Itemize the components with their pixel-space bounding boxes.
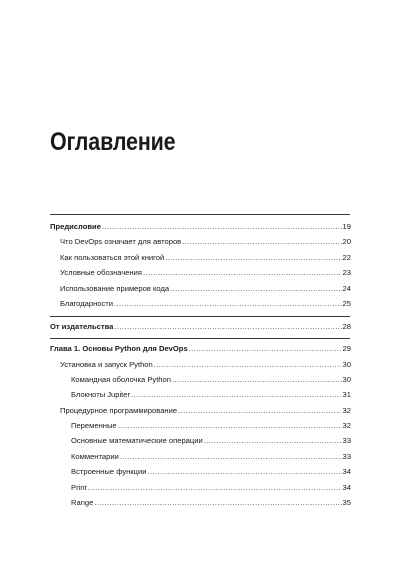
toc-section-entry[interactable] bbox=[50, 433, 351, 448]
toc-entry-label: Переменные bbox=[71, 421, 117, 431]
toc-chapter-entry[interactable] bbox=[50, 341, 351, 356]
toc-page-number: 19 bbox=[342, 222, 351, 231]
toc-dot-leader bbox=[148, 464, 342, 479]
toc-dot-leader bbox=[114, 319, 341, 334]
toc-page-number: 20 bbox=[342, 237, 351, 247]
toc-entry-label: Встроенные функции bbox=[71, 467, 147, 477]
toc-section-entry[interactable] bbox=[50, 234, 351, 249]
toc-page-number: 34 bbox=[342, 482, 351, 492]
toc-chapter-entry[interactable] bbox=[50, 319, 351, 334]
toc-page-number: 31 bbox=[342, 390, 351, 400]
toc-page-number: 33 bbox=[342, 451, 351, 461]
toc-dot-leader bbox=[118, 418, 342, 433]
toc-entry-label: Процедурное программирование bbox=[60, 405, 178, 415]
toc-section-entry[interactable] bbox=[50, 250, 351, 265]
toc-section-entry[interactable] bbox=[50, 387, 351, 402]
toc-page-number: 25 bbox=[342, 298, 351, 308]
toc-page-number: 23 bbox=[342, 268, 351, 278]
toc-entry-label: Использование примеров кода bbox=[60, 283, 170, 293]
toc-entry-label: Что DevOps означает для авторов bbox=[60, 237, 182, 247]
toc-dot-leader bbox=[88, 480, 342, 495]
toc-section-entry[interactable] bbox=[50, 480, 351, 495]
table-of-contents bbox=[50, 219, 351, 510]
toc-entry-label: Print bbox=[71, 482, 87, 492]
toc-section-entry[interactable] bbox=[50, 403, 351, 418]
toc-entry-label: Комментарии bbox=[71, 451, 119, 461]
toc-dot-leader bbox=[120, 449, 342, 464]
toc-section-entry[interactable] bbox=[50, 281, 351, 296]
toc-section-entry[interactable] bbox=[50, 357, 351, 372]
toc-entry-label: От издательства bbox=[50, 321, 114, 331]
toc-section-entry[interactable] bbox=[50, 372, 351, 387]
toc-dot-leader bbox=[131, 387, 341, 402]
toc-entry-label: Основные математические операции bbox=[71, 436, 203, 446]
toc-section-entry[interactable] bbox=[50, 418, 351, 433]
toc-dot-leader bbox=[182, 234, 341, 249]
toc-entry-label: Блокноты Jupiter bbox=[71, 390, 131, 400]
toc-dot-leader bbox=[114, 296, 342, 311]
toc-dot-leader bbox=[178, 403, 341, 418]
toc-entry-label: Предисловие bbox=[50, 222, 101, 231]
toc-section-entry[interactable] bbox=[50, 449, 351, 464]
toc-page-number: 34 bbox=[342, 467, 351, 477]
toc-dot-leader bbox=[170, 281, 341, 296]
toc-page-number: 28 bbox=[342, 321, 351, 331]
toc-dot-leader bbox=[154, 357, 342, 372]
toc-page-number: 30 bbox=[342, 374, 351, 384]
toc-entry-label: Установка и запуск Python bbox=[60, 359, 153, 369]
toc-dot-leader bbox=[102, 219, 342, 234]
toc-entry-label: Благодарности bbox=[60, 298, 114, 308]
toc-section-entry[interactable] bbox=[50, 296, 351, 311]
toc-page-number: 24 bbox=[342, 283, 351, 293]
toc-dot-leader bbox=[165, 250, 341, 265]
toc-divider bbox=[50, 214, 350, 215]
toc-page-number: 32 bbox=[342, 421, 351, 431]
toc-section-entry[interactable] bbox=[50, 495, 351, 510]
toc-dot-leader bbox=[172, 372, 342, 387]
toc-page-number: 29 bbox=[342, 344, 351, 354]
toc-dot-leader bbox=[189, 341, 342, 356]
toc-entry-label: Range bbox=[71, 498, 94, 508]
toc-page-number: 30 bbox=[342, 359, 351, 369]
toc-section-entry[interactable] bbox=[50, 464, 351, 479]
toc-chapter-entry[interactable] bbox=[50, 219, 351, 234]
toc-section-entry[interactable] bbox=[50, 265, 351, 280]
toc-dot-leader bbox=[94, 495, 341, 510]
toc-page-number: 22 bbox=[342, 252, 351, 262]
toc-page-number: 32 bbox=[342, 405, 351, 415]
toc-entry-label: Условные обозначения bbox=[60, 268, 143, 278]
toc-dot-leader bbox=[143, 265, 342, 280]
toc-entry-label: Как пользоваться этой книгой bbox=[60, 252, 165, 262]
toc-entry-label: Командная оболочка Python bbox=[71, 374, 171, 384]
toc-page-number: 35 bbox=[342, 498, 351, 508]
toc-entry-label: Глава 1. Основы Python для DevOps bbox=[50, 344, 188, 354]
toc-page-number: 33 bbox=[342, 436, 351, 446]
toc-dot-leader bbox=[204, 433, 342, 448]
page-title: Оглавление bbox=[50, 128, 176, 156]
